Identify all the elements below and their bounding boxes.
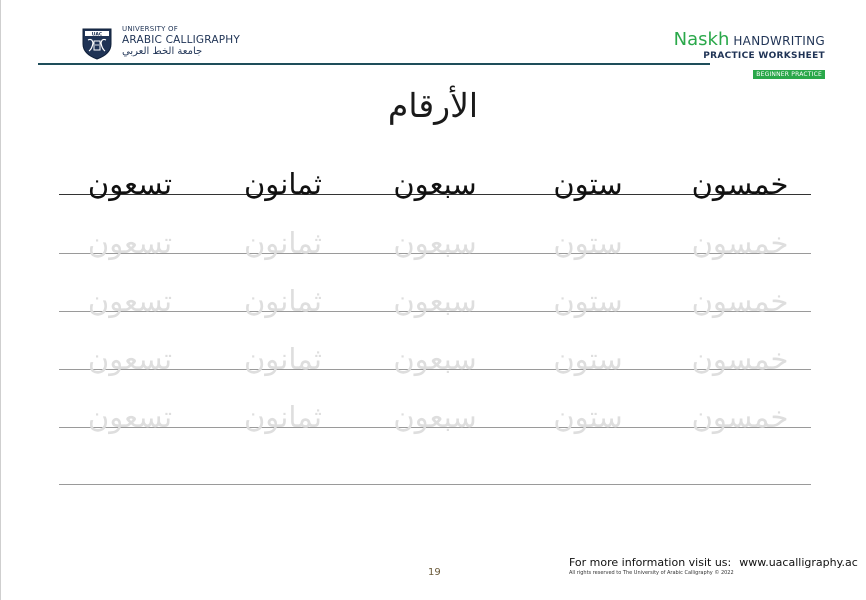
trace-word: سبعون: [393, 400, 477, 434]
trace-word: خمسون: [691, 342, 789, 376]
trace-word: ثمانون: [243, 400, 323, 434]
level-badge: BEGINNER PRACTICE: [753, 70, 825, 79]
worksheet-type: HANDWRITING: [733, 34, 825, 48]
university-line2: ARABIC CALLIGRAPHY: [122, 34, 240, 46]
page-number: 19: [428, 567, 441, 578]
trace-word: خمسون: [691, 284, 789, 318]
trace-word: ثمانون: [243, 342, 323, 376]
model-word: خمسون: [691, 167, 789, 201]
trace-word: سبعون: [393, 284, 477, 318]
footer-info: [569, 556, 858, 569]
model-word: ثمانون: [243, 167, 323, 201]
trace-word: تسعون: [87, 342, 173, 376]
university-line1: UNIVERSITY OF: [122, 25, 178, 33]
trace-word: تسعون: [87, 284, 173, 318]
svg-text:UAC: UAC: [91, 32, 103, 38]
university-name: [122, 26, 240, 57]
university-arabic-name: جامعة الخط العربي: [122, 45, 203, 57]
trace-word: ستون: [553, 400, 623, 434]
copyright-notice: All rights reserved to The University of Arabic Calligraphy © 2022: [569, 570, 734, 576]
model-word: سبعون: [393, 167, 477, 201]
trace-word: ستون: [553, 226, 623, 260]
trace-word: ستون: [553, 342, 623, 376]
page-title: الأرقام: [387, 86, 479, 125]
trace-word: سبعون: [393, 226, 477, 260]
trace-word: سبعون: [393, 342, 477, 376]
header-divider: [38, 63, 710, 65]
trace-word: خمسون: [691, 226, 789, 260]
university-crest-logo: [80, 26, 114, 60]
trace-word: ستون: [553, 284, 623, 318]
footer-info-text: For more information visit us:: [569, 556, 732, 569]
trace-word: تسعون: [87, 400, 173, 434]
trace-word: تسعون: [87, 226, 173, 260]
trace-word: ثمانون: [243, 284, 323, 318]
trace-word: خمسون: [691, 400, 789, 434]
worksheet-brand: [674, 31, 825, 80]
script-name: Naskh: [673, 29, 730, 50]
model-word: ستون: [553, 167, 623, 201]
model-word: تسعون: [87, 167, 173, 201]
trace-word: ثمانون: [243, 226, 323, 260]
practice-line: [59, 484, 811, 485]
worksheet-subtitle: PRACTICE WORKSHEET: [703, 51, 825, 61]
website-link[interactable]: www.uacalligraphy.ac: [739, 556, 858, 569]
